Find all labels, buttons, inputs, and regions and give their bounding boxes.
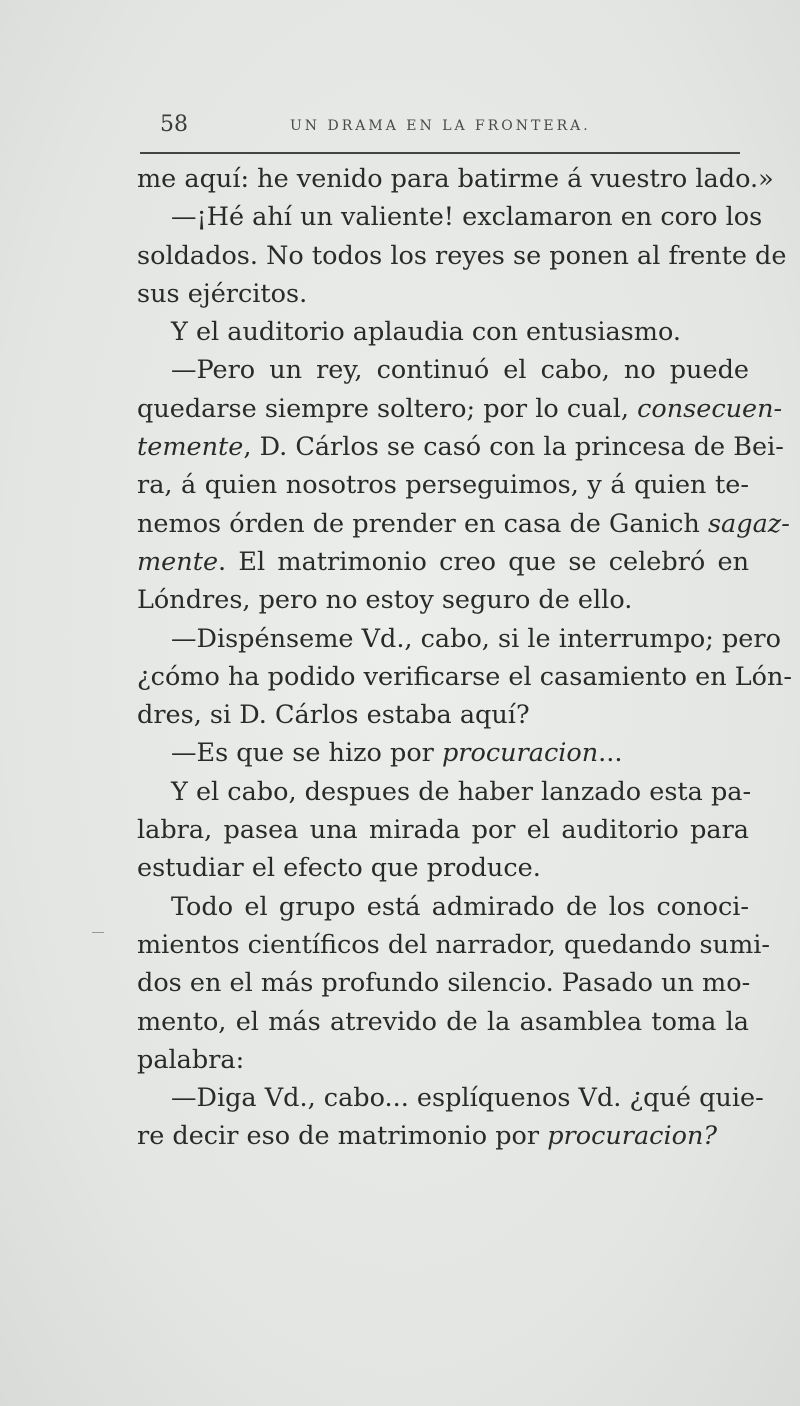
text-line xyxy=(137,1003,749,1041)
line-text: —Es que se hizo por xyxy=(171,738,442,769)
italic-text: procuracion? xyxy=(547,1121,718,1152)
line-text: dres, si D. Cárlos estaba aquí? xyxy=(137,700,530,731)
line-text: , D. Cárlos se casó con la princesa de Bei- xyxy=(243,432,784,463)
margin-mark xyxy=(92,932,104,933)
line-text: —¡Hé ahí un valiente! exclamaron en coro los xyxy=(171,202,763,233)
text-line xyxy=(137,581,749,619)
line-text: estudiar el efecto que produce. xyxy=(137,853,541,884)
text-line xyxy=(137,313,749,351)
line-text: Todo el grupo está admirado de los conoci- xyxy=(171,891,749,922)
page-header xyxy=(160,112,750,142)
line-text: Y el cabo, despues de haber lanzado esta pa- xyxy=(171,776,752,807)
text-line xyxy=(137,888,749,926)
line-text: sus ejércitos. xyxy=(137,278,308,309)
line-text: . El matrimonio creo que se celebró en xyxy=(218,546,749,577)
text-line xyxy=(137,428,784,466)
italic-text: mente xyxy=(137,546,219,577)
text-line xyxy=(137,849,749,887)
line-text: mientos científicos del narrador, quedando sumi- xyxy=(137,929,771,960)
line-text: labra, pasea una mirada por el auditorio para xyxy=(137,815,749,846)
line-text: me aquí: he venido para batirme á vuestro lado.» xyxy=(137,164,774,194)
header-rule xyxy=(140,152,740,154)
body-text xyxy=(137,160,793,1156)
text-line xyxy=(137,237,787,275)
text-line xyxy=(137,1041,749,1079)
text-line xyxy=(137,658,793,696)
line-text: —Diga Vd., cabo... esplíquenos Vd. ¿qué quie- xyxy=(171,1083,764,1114)
italic-text: procuracion xyxy=(441,738,599,769)
line-text: dos en el más profundo silencio. Pasado un mo- xyxy=(137,968,751,999)
line-text: quedarse siempre soltero; por lo cual, xyxy=(137,393,638,424)
text-line xyxy=(137,160,774,198)
text-line xyxy=(137,620,781,658)
line-text: palabra: xyxy=(137,1044,245,1075)
line-text: —Dispénseme Vd., cabo, si le interrumpo; pero xyxy=(171,623,781,654)
italic-text: temente xyxy=(137,432,244,463)
text-line xyxy=(137,466,749,504)
line-text: nemos órden de prender en casa de Ganich xyxy=(137,508,708,539)
line-text: ra, á quien nosotros perseguimos, y á quien te- xyxy=(137,470,749,501)
line-text: Lóndres, pero no estoy seguro de ello. xyxy=(137,585,633,616)
page-number: 58 xyxy=(160,112,188,137)
line-text: —Pero un rey, continuó el cabo, no puede xyxy=(171,355,749,386)
line-text: mento, el más atrevido de la asamblea toma la xyxy=(137,1006,749,1037)
text-line xyxy=(137,351,749,389)
text-line xyxy=(137,198,763,236)
text-line xyxy=(137,926,771,964)
text-line xyxy=(137,964,749,1002)
italic-text: sagaz- xyxy=(707,508,790,539)
text-line xyxy=(137,275,749,313)
text-line xyxy=(137,811,749,849)
line-text: ¿cómo ha podido verificarse el casamiento en Lón- xyxy=(137,661,793,692)
line-text: ... xyxy=(598,738,623,769)
italic-text: consecuen- xyxy=(637,393,783,424)
text-line xyxy=(137,390,783,428)
text-line xyxy=(137,734,749,772)
line-text: Y el auditorio aplaudia con entusiasmo. xyxy=(171,317,681,348)
text-line xyxy=(137,1117,749,1155)
line-text: re decir eso de matrimonio por xyxy=(137,1121,548,1152)
text-line xyxy=(137,696,749,734)
text-line xyxy=(137,1079,764,1117)
text-line xyxy=(137,505,790,543)
line-text: soldados. No todos los reyes se ponen al frente de xyxy=(137,240,787,271)
running-title: UN DRAMA EN LA FRONTERA. xyxy=(290,118,591,134)
text-line xyxy=(137,543,749,581)
text-line xyxy=(137,773,752,811)
